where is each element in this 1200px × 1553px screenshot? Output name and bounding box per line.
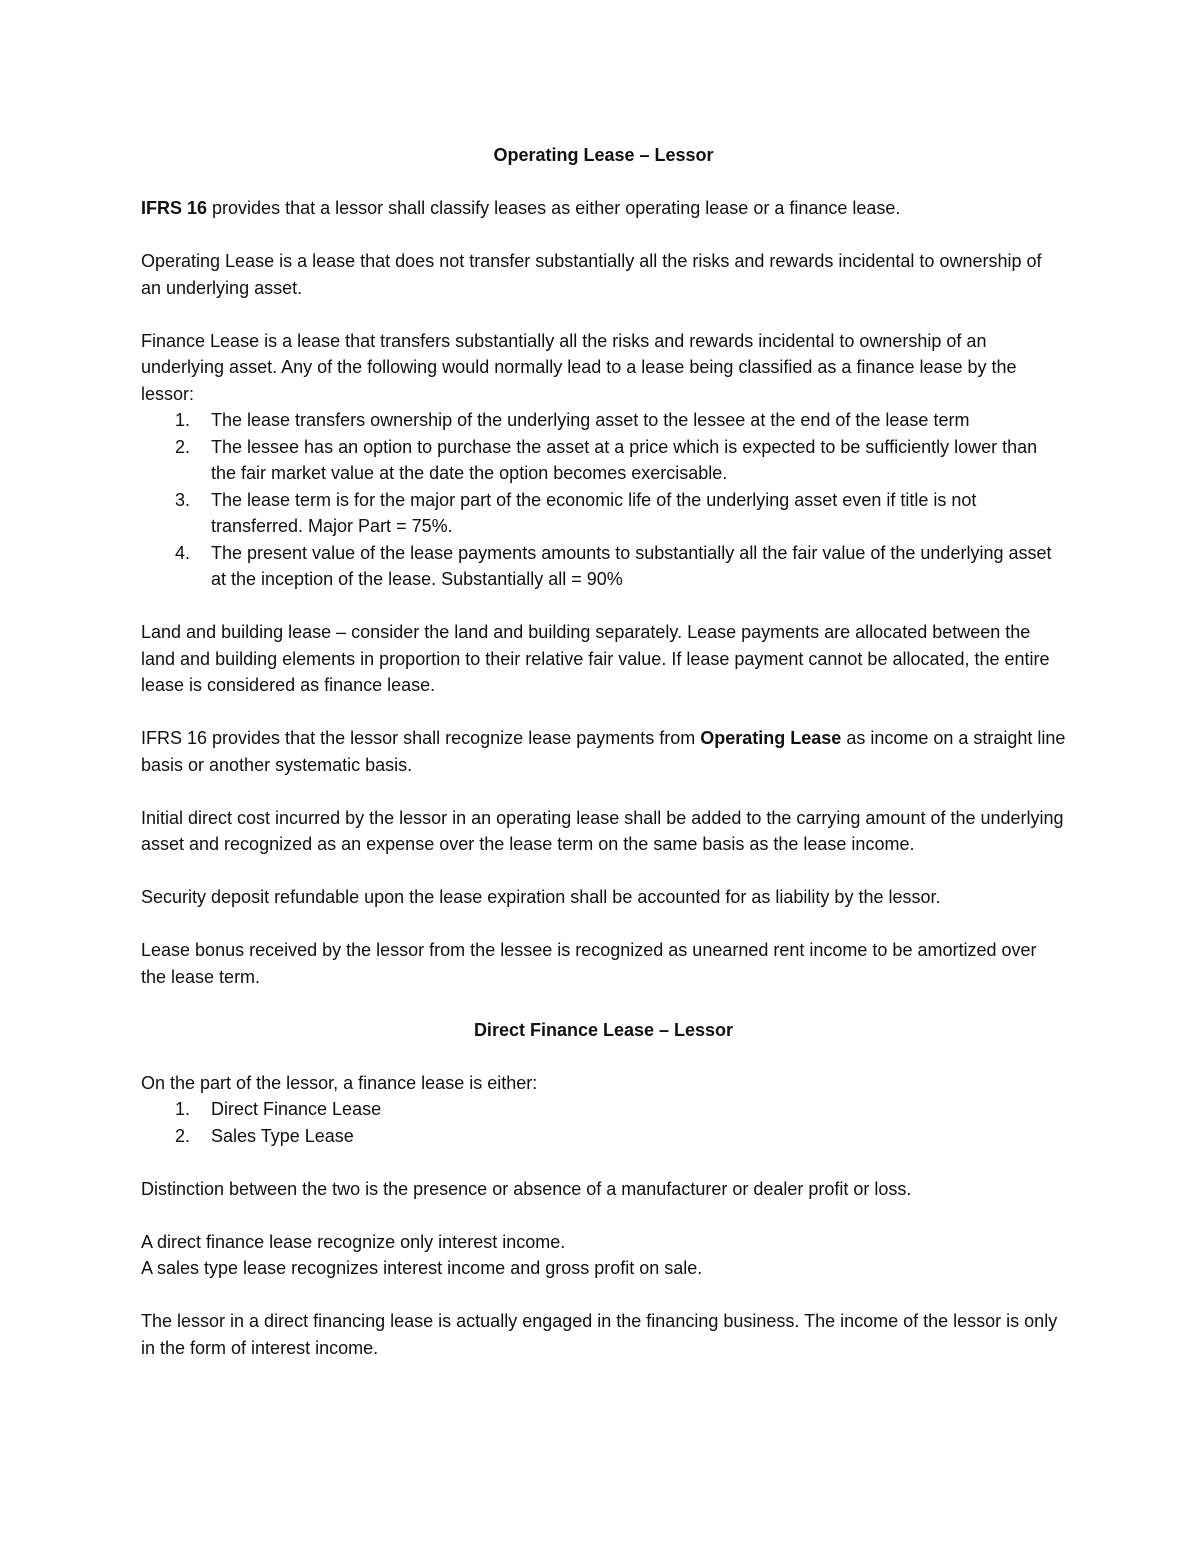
list-text: The lease transfers ownership of the underlying asset to the lessee at the end of the lease term: [211, 410, 970, 430]
list-number: 4.: [175, 542, 191, 563]
finance-lease-criteria-list: [141, 407, 1066, 593]
list-number: 1.: [175, 1099, 191, 1119]
list-item: [141, 1123, 1066, 1150]
list-text: The present value of the lease payments amounts to substantially all the fair value of the underlying asset at the inception of the lease. Substantially all = 90%: [211, 542, 1052, 589]
list-number: 2.: [175, 436, 191, 457]
paragraph-financing-business: The lessor in a direct financing lease is actually engaged in the financing business. The income of the lessor is only in the form of interest income.: [141, 1311, 1058, 1358]
list-text: The lessee has an option to purchase the asset at a price which is expected to be sufficiently lower than the fair market value at the date the option becomes exercisable.: [211, 436, 1038, 483]
paragraph-ifrs16-classification: [141, 195, 1066, 222]
paragraph-finance-lease-definition: Finance Lease is a lease that transfers substantially all the risks and rewards incidental to ownership of an underlying asset. Any of the following would normally lead to a lease being classified as a finance lease by the lessor:: [141, 330, 1017, 404]
paragraph-distinction: Distinction between the two is the presence or absence of a manufacturer or dealer profit or loss.: [141, 1178, 912, 1199]
list-number: 1.: [175, 410, 191, 430]
document-page: [141, 142, 1066, 1361]
paragraph-finance-lease-types: On the part of the lessor, a finance lease is either:: [141, 1072, 538, 1093]
list-text: Sales Type Lease: [211, 1125, 354, 1146]
bold-ifrs16: IFRS 16: [141, 198, 208, 218]
paragraph-income-recognition: [141, 725, 1066, 778]
paragraph-sales-type-income: A sales type lease recognizes interest income and gross profit on sale.: [141, 1258, 703, 1278]
list-item: [141, 487, 1066, 540]
list-item: [141, 434, 1066, 487]
paragraph-lease-bonus: Lease bonus received by the lessor from the lessee is recognized as unearned rent income to be amortized over the lease term.: [141, 940, 1037, 987]
list-text: Direct Finance Lease: [211, 1099, 382, 1119]
list-text: The lease term is for the major part of the economic life of the underlying asset even if title is not transferred. Major Part = 75%.: [211, 489, 977, 536]
list-number: 3.: [175, 489, 191, 510]
list-number: 2.: [175, 1125, 191, 1146]
section-title-operating-lease: Operating Lease – Lessor: [493, 145, 714, 165]
paragraph-text: as income on a straight line basis or another systematic basis.: [141, 728, 1066, 775]
list-item: [141, 1096, 1066, 1123]
paragraph-operating-lease-definition: Operating Lease is a lease that does not transfer substantially all the risks and rewards incidental to ownership of an underlying asset.: [141, 251, 1042, 298]
paragraph-land-building-lease: Land and building lease – consider the land and building separately. Lease payments are allocated between the land and building elements in proportion to their relative fair value. If lease payment cannot be allocated, the entire lease is considered as finance lease.: [141, 622, 1050, 695]
paragraph-direct-finance-income: A direct finance lease recognize only interest income.: [141, 1231, 566, 1252]
paragraph-security-deposit: Security deposit refundable upon the lease expiration shall be accounted for as liability by the lessor.: [141, 887, 941, 907]
section-title-direct-finance-lease: Direct Finance Lease – Lessor: [473, 1019, 734, 1040]
paragraph-text: provides that a lessor shall classify leases as either operating lease or a finance lease.: [207, 198, 901, 218]
bold-operating-lease: Operating Lease: [700, 728, 842, 748]
list-item: [141, 540, 1066, 593]
paragraph-text: IFRS 16 provides that the lessor shall recognize lease payments from: [141, 728, 701, 748]
finance-lease-types-list: [141, 1096, 1066, 1149]
list-item: [141, 407, 1066, 434]
paragraph-initial-direct-cost: Initial direct cost incurred by the lessor in an operating lease shall be added to the carrying amount of the underlying asset and recognized as an expense over the lease term on the same basis as the lease income.: [141, 807, 1064, 854]
